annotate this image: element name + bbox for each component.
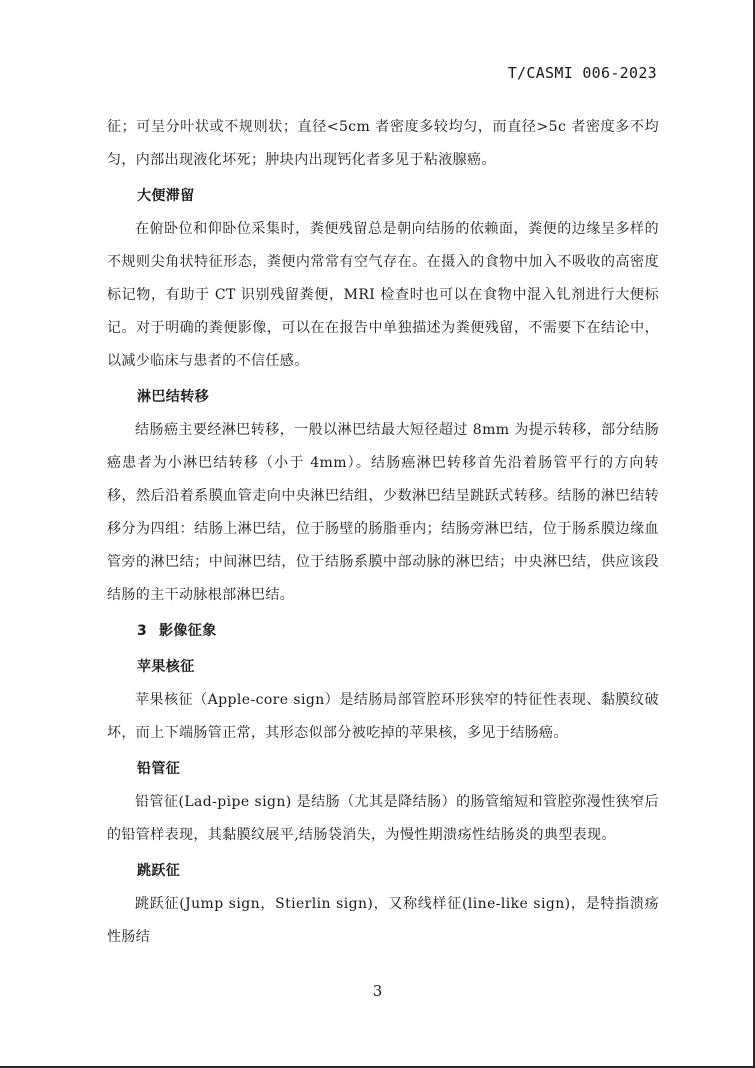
paragraph-fecal-retention: 在俯卧位和仰卧位采集时，粪便残留总是朝向结肠的依赖面，粪便的边缘呈多样的不规则尖角状特征形态，粪便内常常有空气存在。在摄入的食物中加入不吸收的高密度标记物，有助于 CT 识别残留粪便，MRI 检查时也可以在食物中混入钆剂进行大便标记。对于明确的粪便影像，可以在在报告中单独描述为粪便残留，不需要下在结论中，以减少临床与患者的不信任感。	[107, 221, 659, 369]
subheading-jump-sign: 跳跃征	[137, 863, 181, 879]
document-body	[107, 111, 659, 954]
subheading-fecal-retention: 大便滞留	[137, 188, 195, 204]
continued-paragraph: 征；可呈分叶状或不规则状；直径<5cm 者密度多较均匀，而直径>5c 者密度多不均匀，内部出现液化坏死；肿块内出现钙化者多见于粘液腺癌。	[107, 119, 659, 168]
document-code: T/CASMI 006-2023	[507, 64, 657, 82]
subheading-apple-core-sign: 苹果核征	[137, 659, 195, 675]
paragraph-jump-sign: 跳跃征(Jump sign，Stierlin sign)，又称线样征(line-like sign)，是特指溃疡性肠结	[107, 896, 659, 945]
page-number: 3	[372, 982, 383, 1000]
section-heading-imaging-signs	[107, 615, 659, 648]
paragraph-lymph-node-metastasis: 结肠癌主要经淋巴转移，一般以淋巴结最大短径超过 8mm 为提示转移，部分结肠癌患者为小淋巴结转移（小于 4mm）。结肠癌淋巴转移首先沿着肠管平行的方向转移，然后沿着系膜血管走向中央淋巴结组，少数淋巴结呈跳跃式转移。结肠的淋巴结转移分为四组：结肠上淋巴结，位于肠壁的肠脂垂内；结肠旁淋巴结，位于肠系膜边缘血管旁的淋巴结；中间淋巴结，位于结肠系膜中部动脉的淋巴结；中央淋巴结，供应该段结肠的主干动脉根部淋巴结。	[107, 422, 659, 603]
section-title: 影像征象	[159, 623, 217, 639]
subheading-lymph-node-metastasis: 淋巴结转移	[137, 389, 209, 405]
section-number: 3	[137, 623, 148, 639]
paragraph-lead-pipe-sign: 铅管征(Lad-pipe sign) 是结肠（尤其是降结肠）的肠管缩短和管腔弥漫性狭窄后的铅管样表现，其黏膜纹展平,结肠袋消失，为慢性期溃疡性结肠炎的典型表现。	[107, 794, 659, 843]
subheading-lead-pipe-sign: 铅管征	[137, 761, 181, 777]
paragraph-apple-core-sign: 苹果核征（Apple-core sign）是结肠局部管腔环形狭窄的特征性表现、黏膜纹破坏，而上下端肠管正常，其形态似部分被吃掉的苹果核，多见于结肠癌。	[107, 692, 659, 741]
